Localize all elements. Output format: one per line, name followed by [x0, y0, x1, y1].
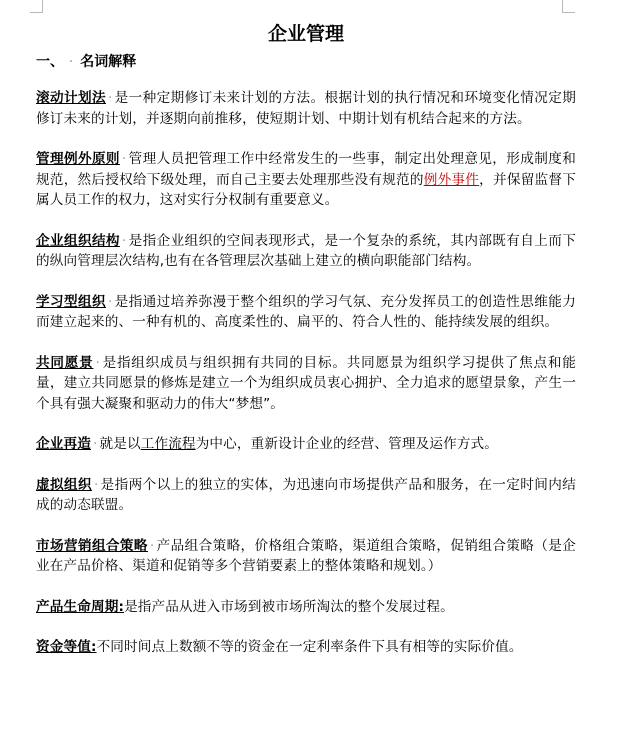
entry-virtual-org: [36, 475, 576, 516]
crop-mark-top-right: [562, 0, 575, 13]
entry-marketing-mix: [36, 536, 576, 577]
format-mark-icon: ·: [68, 54, 74, 70]
term: 虚拟组织: [36, 476, 92, 493]
format-mark-icon: ·: [121, 232, 127, 249]
definition: 不同时间点上数额不等的资金在一定利率条件下具有相等的实际价值。: [96, 639, 523, 655]
workflow-underlined: 工作流程: [140, 436, 196, 452]
definition: 是指组织成员与组织拥有共同的目标。共同愿景为组织学习提供了焦点和能量，建立共同愿景的修炼是建立一个为组织成员衷心拥护、全力追求的愿望景象，产生一个具有强大凝聚和驱动力的伟大“梦想”。: [36, 354, 576, 412]
term: 市场营销组合策略: [36, 537, 148, 554]
term: 资金等值:: [36, 639, 97, 655]
format-mark-icon: ·: [149, 537, 155, 554]
crop-mark-top-left: [30, 0, 43, 13]
exception-event-link[interactable]: 例外事件: [423, 171, 480, 188]
definition-cont: 为中心，重新设计企业的经营、管理及运作方式。: [195, 436, 499, 452]
definition: 是指通过培养弥漫于整个组织的学习气氛、充分发挥员工的创造性思维能力而建立起来的、一种有机的、高度柔性的、扁平的、符合人性的、能持续发展的组织。: [36, 293, 576, 330]
entry-product-lifecycle: [36, 597, 576, 618]
term: 企业组织结构: [36, 232, 120, 249]
entry-shared-vision: [36, 353, 576, 415]
entry-management-by-exception: [36, 149, 576, 211]
definition: 管理人员把管理工作中经常发生的一些事，制定出处理意见，形成制度和规范，然后授权给下级处理，而自己主要去处理那些没有规范的: [36, 151, 576, 188]
entry-time-value: [36, 637, 576, 658]
definition: 是一种定期修订未来计划的方法。根据计划的执行情况和环境变化情况定期修订未来的计划，并逐期向前推移，使短期计划、中期计划有机结合起来的方法。: [36, 90, 576, 127]
section-heading: [36, 50, 576, 74]
entry-reengineering: [36, 434, 576, 455]
document-page: [36, 18, 576, 678]
term: 共同愿景: [36, 354, 94, 371]
entry-rolling-plan: [36, 88, 576, 129]
definition: 就是以: [99, 436, 141, 452]
document-title: 企业管理: [267, 23, 344, 45]
term: 企业再造: [36, 436, 91, 452]
entry-org-structure: [36, 231, 576, 272]
definition: 是指两个以上的独立的实体，为迅速向市场提供产品和服务，在一定时间内结成的动态联盟。: [36, 476, 576, 513]
format-mark-icon: ·: [107, 293, 113, 310]
term: 学习型组织: [36, 293, 106, 310]
section-number: 一、: [36, 54, 64, 70]
definition: 是指企业组织的空间表现形式，是一个复杂的系统，其内部既有自上而下的纵向管理层次结构,也有在各管理层次基础上建立的横向职能部门结构。: [36, 232, 576, 269]
format-mark-icon: ·: [92, 436, 98, 452]
format-mark-icon: ·: [93, 476, 99, 493]
format-mark-icon: ·: [121, 151, 127, 167]
definition: 产品组合策略，价格组合策略，渠道组合策略，促销组合策略（是企业在产品价格、渠道和促销等多个营销要素上的整体策略和规划。）: [36, 537, 577, 574]
term: 管理例外原则: [36, 151, 120, 167]
term: 滚动计划法: [36, 90, 106, 106]
term: 产品生命周期:: [36, 598, 125, 615]
section-title: 名词解释: [80, 54, 137, 70]
entry-learning-org: [36, 292, 576, 333]
format-mark-icon: ·: [107, 90, 113, 106]
definition-cont: ，并保留监督下属人员工作的权力，这对实行分权制有重要意义。: [36, 171, 576, 208]
format-mark-icon: ·: [95, 354, 100, 371]
definition: 是指产品从进入市场到被市场所淘汰的整个发展过程。: [124, 598, 454, 615]
